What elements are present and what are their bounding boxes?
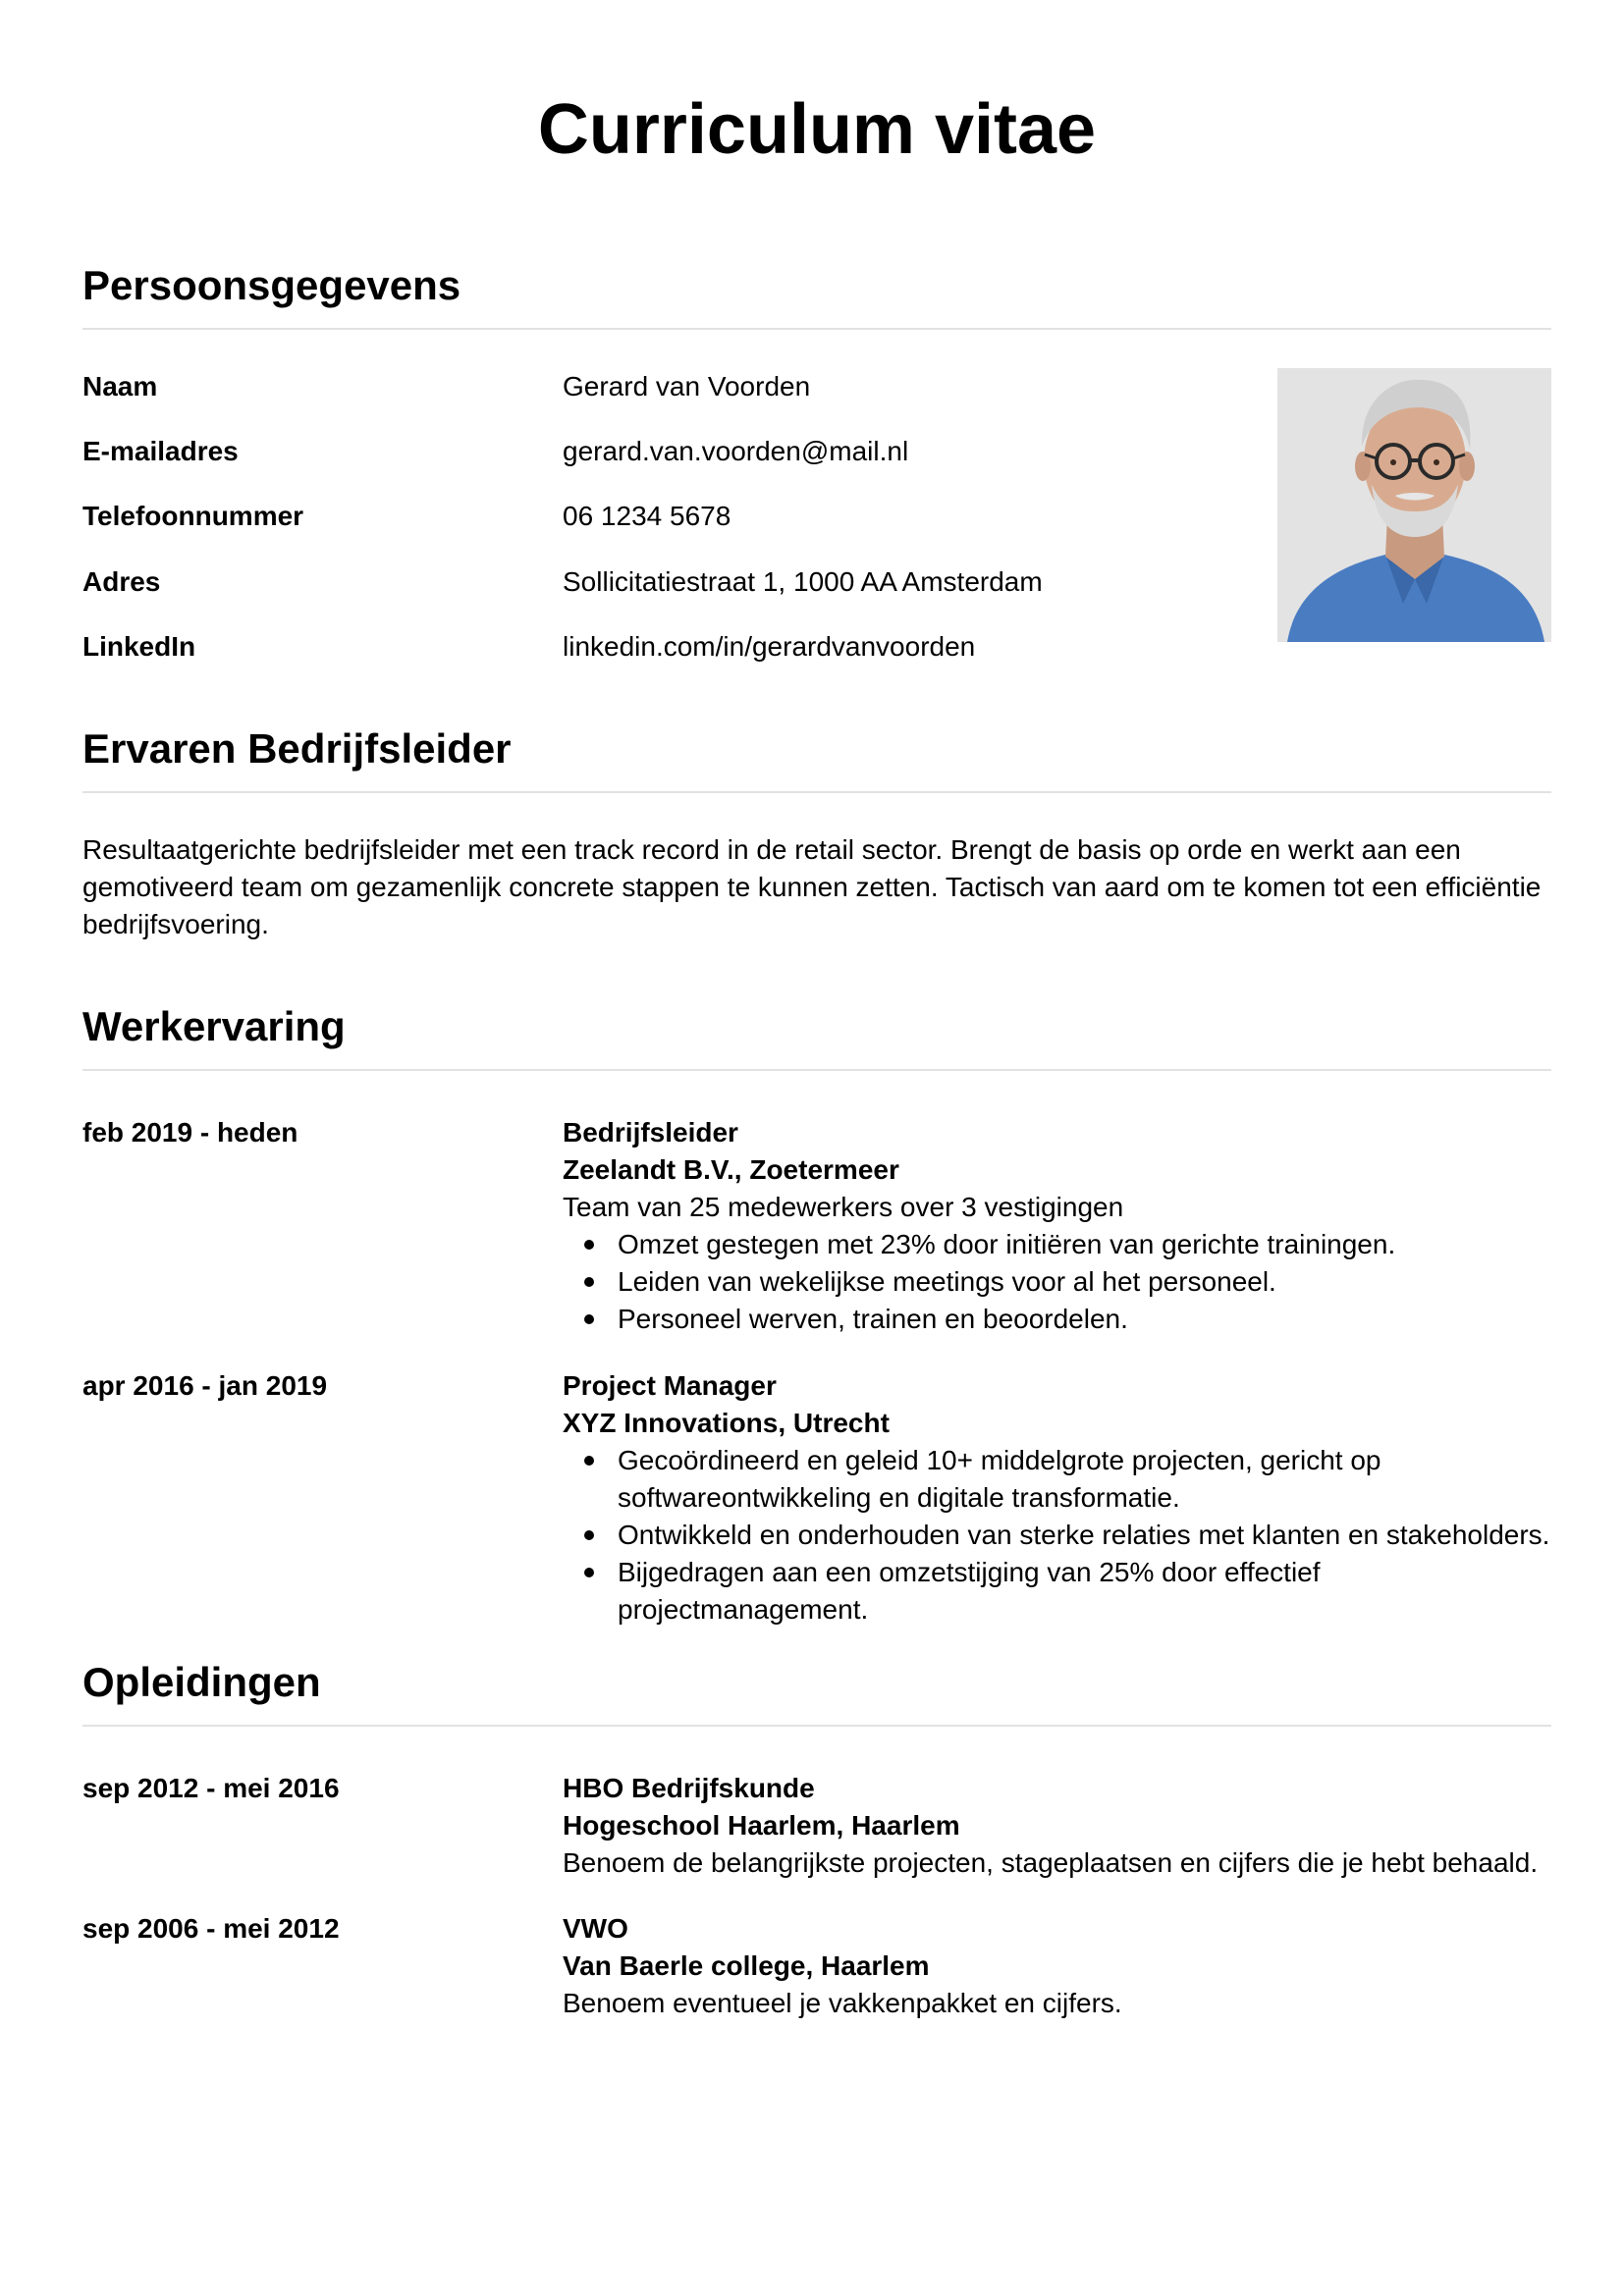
bullet-icon bbox=[584, 1314, 594, 1324]
school-name: Van Baerle college, Haarlem bbox=[563, 1950, 930, 1981]
list-item bbox=[618, 1226, 1551, 1263]
field-value: Sollicitatiestraat 1, 1000 AA Amsterdam bbox=[563, 566, 1043, 597]
list-item bbox=[618, 1301, 1551, 1338]
bullet-icon bbox=[584, 1277, 594, 1287]
entry-body bbox=[563, 1114, 1551, 1338]
degree-title: VWO bbox=[563, 1913, 628, 1944]
section-heading-personal: Persoonsgegevens bbox=[82, 259, 1551, 330]
field-value: 06 1234 5678 bbox=[563, 501, 731, 531]
list-item bbox=[618, 1263, 1551, 1301]
list-item-text: Personeel werven, trainen en beoordelen. bbox=[618, 1304, 1128, 1334]
entry-date: feb 2019 - heden bbox=[82, 1117, 298, 1148]
field-label: E-mailadres bbox=[82, 436, 239, 466]
job-title: Project Manager bbox=[563, 1370, 777, 1401]
bullet-icon bbox=[584, 1530, 594, 1540]
company-name: XYZ Innovations, Utrecht bbox=[563, 1408, 890, 1438]
list-item-text: Ontwikkeld en onderhouden van sterke relaties met klanten en stakeholders. bbox=[618, 1520, 1550, 1550]
entry-body bbox=[563, 1367, 1551, 1629]
school-name: Hogeschool Haarlem, Haarlem bbox=[563, 1810, 960, 1841]
document-title: Curriculum vitae bbox=[537, 90, 1097, 169]
section-heading-education: Opleidingen bbox=[82, 1656, 1551, 1727]
job-description: Team van 25 medewerkers over 3 vestigingen bbox=[563, 1192, 1124, 1222]
entry-date: sep 2006 - mei 2012 bbox=[82, 1913, 340, 1944]
field-label: Naam bbox=[82, 371, 158, 401]
entry-date: apr 2016 - jan 2019 bbox=[82, 1370, 328, 1401]
company-name: Zeelandt B.V., Zoetermeer bbox=[563, 1154, 899, 1185]
bullet-icon bbox=[584, 1240, 594, 1250]
bullet-icon bbox=[584, 1568, 594, 1577]
field-label: Telefoonnummer bbox=[82, 501, 304, 531]
achievement-list bbox=[563, 1226, 1551, 1338]
entry-body bbox=[563, 1770, 1551, 1882]
list-item-text: Gecoördineerd en geleid 10+ middelgrote projecten, gericht op softwareontwikkeling en digitale transformatie. bbox=[618, 1445, 1381, 1513]
entry-body bbox=[563, 1910, 1551, 2022]
job-title: Bedrijfsleider bbox=[563, 1117, 738, 1148]
list-item-text: Leiden van wekelijkse meetings voor al het personeel. bbox=[618, 1266, 1276, 1297]
field-label: LinkedIn bbox=[82, 631, 196, 662]
list-item bbox=[618, 1442, 1551, 1517]
profile-photo bbox=[1277, 368, 1551, 642]
section-heading-profile: Ervaren Bedrijfsleider bbox=[82, 722, 1551, 793]
field-label: Adres bbox=[82, 566, 161, 597]
section-heading-experience: Werkervaring bbox=[82, 1000, 1551, 1071]
field-value: linkedin.com/in/gerardvanvoorden bbox=[563, 631, 976, 662]
list-item-text: Omzet gestegen met 23% door initiëren van gerichte trainingen. bbox=[618, 1229, 1396, 1259]
bullet-icon bbox=[584, 1456, 594, 1466]
field-value: Gerard van Voorden bbox=[563, 371, 811, 401]
degree-title: HBO Bedrijfskunde bbox=[563, 1773, 815, 1803]
list-item bbox=[618, 1517, 1551, 1554]
list-item-text: Bijgedragen aan een omzetstijging van 25% door effectief projectmanagement. bbox=[618, 1557, 1321, 1625]
achievement-list bbox=[563, 1442, 1551, 1629]
entry-date: sep 2012 - mei 2016 bbox=[82, 1773, 340, 1803]
profile-summary: Resultaatgerichte bedrijfsleider met een track record in de retail sector. Brengt de basis op orde en werkt aan een gemotiveerd team om gezamenlijk concrete stappen te kunnen zetten. Tactisch van aard om te komen tot een efficiëntie bedrijfsvoering. bbox=[82, 834, 1542, 939]
education-description: Benoem de belangrijkste projecten, stageplaatsen en cijfers die je hebt behaald. bbox=[563, 1847, 1539, 1878]
education-description: Benoem eventueel je vakkenpakket en cijfers. bbox=[563, 1988, 1122, 2018]
field-value: gerard.van.voorden@mail.nl bbox=[563, 436, 909, 466]
list-item bbox=[618, 1554, 1551, 1629]
